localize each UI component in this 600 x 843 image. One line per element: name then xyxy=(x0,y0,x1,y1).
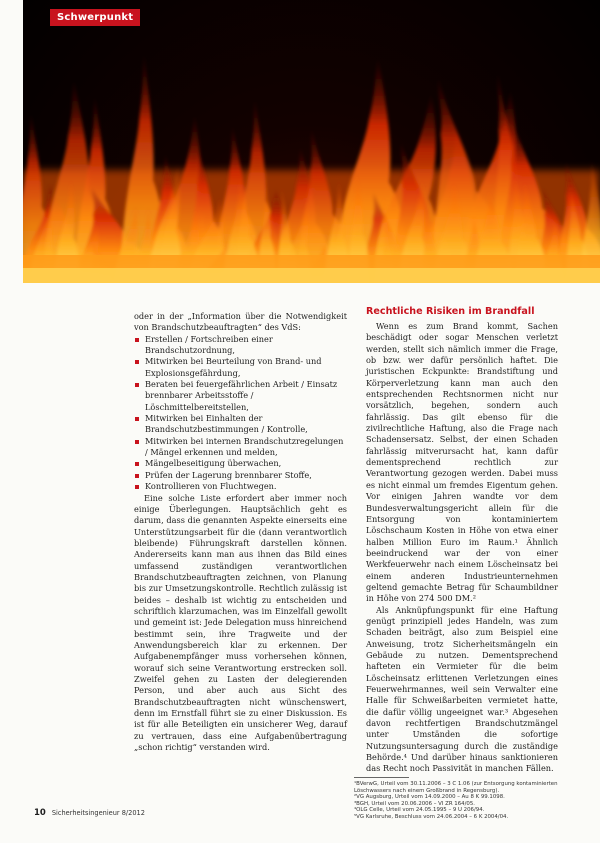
right-column xyxy=(366,321,558,775)
publication-name: Sicherheitsingenieur 8/2012 xyxy=(51,809,145,817)
footnote: ⁴OLG Celle, Urteil vom 24.05.1995 – 9 U 206/94. xyxy=(354,807,485,814)
page-number: 10 xyxy=(34,808,46,818)
footnote-divider xyxy=(354,777,409,778)
list-item: Mitwirken bei Beurteilung von Brand- und Explosionsgefährdung, xyxy=(134,356,347,379)
intro-text: oder in der „Information über die Notwendigkeit von Brandschutzbeauftragten“ des VdS: xyxy=(134,311,347,333)
duties-list xyxy=(134,334,347,493)
body-paragraph: Eine solche Liste erfordert aber immer noch einige Überlegungen. Hauptsächlich geht es darum, dass die genannten Aspekte einerseits eine Unterstützungsarbeit für die (dann verantwortlich bleibende) Führungskraft darstellen können. Andererseits kann man aus ihnen das Bild eines umfassend zuständigen verantwortlichen Brandschutzbeauftragten zeichnen, von Planung bis zur Umsetzungskontrolle. Rechtlich zulässig ist beides – deshalb ist wichtig zu entscheiden und schriftlich klarzumachen, was im Einzelfall gewollt und gemeint ist: Jede Delegation muss hinreichend bestimmt sein, ihre Tragweite und der Anwendungsbereich klar zu erkennen. Der Aufgabenempfänger muss vorhersehen können, worauf sich seine Verantwortung erstrecken soll. Zweifel gehen zu Lasten der delegierenden Person, und aber auch aus Sicht des Brandschutzbeauftragten nicht wünschenswert, denn im Ernstfall führt sie zu einer Diskussion. Es ist für alle Beteiligten ein unsicherer Weg, darauf zu vertrauen, dass eine Aufgabenübertragung „schon richtig“ verstanden wird. xyxy=(134,492,347,753)
section-heading: Rechtliche Risiken im Brandfall xyxy=(366,306,535,317)
list-item: Beraten bei feuergefährlichen Arbeit / Einsatz brennbarer Arbeitsstoffe / Löschmittelbereitstellen, xyxy=(134,379,347,413)
left-column xyxy=(134,311,347,753)
footnote: ²VG Augsburg, Urteil vom 14.09.2000 – Au 8 K 99.1098. xyxy=(354,794,505,801)
flames-illustration xyxy=(23,0,600,283)
list-item: Erstellen / Fortschreiben einer Brandschutzordnung, xyxy=(134,334,347,357)
footnote: ³BGH, Urteil vom 20.06.2006 – VI ZR 164/05. xyxy=(354,800,475,807)
footnote: ⁵VG Karlsruhe, Beschluss vom 24.06.2004 – 6 K 2004/04. xyxy=(354,813,509,820)
body-paragraph: Als Anknüpfungspunkt für eine Haftung genügt prinzipiell jedes Handeln, was zum Schaden beiträgt, also zum Beispiel eine Anweisung, trotz Sicherheitsmängeln ein Gebäude zu nutzen. Dementsprechend hafteten ein Vermieter für die beim Löscheinsatz erlittenen Verletzungen eines Feuerwehrmannes, weil sein Verwalter eine Halle für Schweißarbeiten vermietet hatte, die dafür völlig ungeeignet war.³ Abgesehen davon rechtfertigen Brandschutzmängel unter Umständen die sofortige Nutzungsuntersagung durch die zuständige Behörde.⁴ Und darüber hinaus sanktionieren das Recht noch Passivität in manchen Fällen. xyxy=(366,604,558,774)
list-item: Mängelbeseitigung überwachen, xyxy=(134,458,347,469)
list-item: Kontrollieren von Fluchtwegen. xyxy=(134,481,347,492)
footnote: ¹BVerwG, Urteil vom 30.11.2006 – 3 C 1.06 (zur Entsorgung kontaminierten Löschwassers nach einem Großbrand in Regensburg). xyxy=(354,781,558,794)
list-item: Mitwirken bei internen Brandschutzregelungen / Mängel erkennen und melden, xyxy=(134,436,347,459)
list-item: Prüfen der Lagerung brennbarer Stoffe, xyxy=(134,470,347,481)
footnotes xyxy=(354,777,560,821)
section-label: Schwerpunkt xyxy=(50,9,140,26)
page-footer xyxy=(34,808,145,818)
body-paragraph: Wenn es zum Brand kommt, Sachen beschädigt oder sogar Menschen verletzt werden, stellt sich nämlich immer die Frage, ob bzw. wer dafür persönlich haftet. Die juristischen Eckpunkte: Brandstiftung und Körperverletzung kann man auch den entsprechenden Rechtsnormen nicht nur vorsätzlich, begehen, sondern auch fahrlässig. Das gilt ebenso für die zivilrechtliche Haftung, also die Frage nach Schadensersatz. Selbst, der einen Schaden fahrlässig mitverursacht hat, kann dafür dementsprechend rechtlich zur Verantwortung gezogen werden. Dabei muss es nicht einmal um fremdes Eigentum gehen. Vor einigen Jahren wandte vor dem Bundesverwaltungsgericht allein für die Entsorgung von kontaminiertem Löschschaum Kosten in Höhe von etwa einer halben Million Euro im Raum.¹ Ähnlich beeindruckend war der von einer Werkfeuerwehr nach einem Löscheinsatz bei einem anderen Industrieunternehmen geltend gemachte Betrag für Schaumbildner in Höhe von 274 500 DM.² xyxy=(366,321,558,604)
fire-hero-image xyxy=(23,0,600,283)
list-item: Mitwirken bei Einhalten der Brandschutzbestimmungen / Kontrolle, xyxy=(134,413,347,436)
